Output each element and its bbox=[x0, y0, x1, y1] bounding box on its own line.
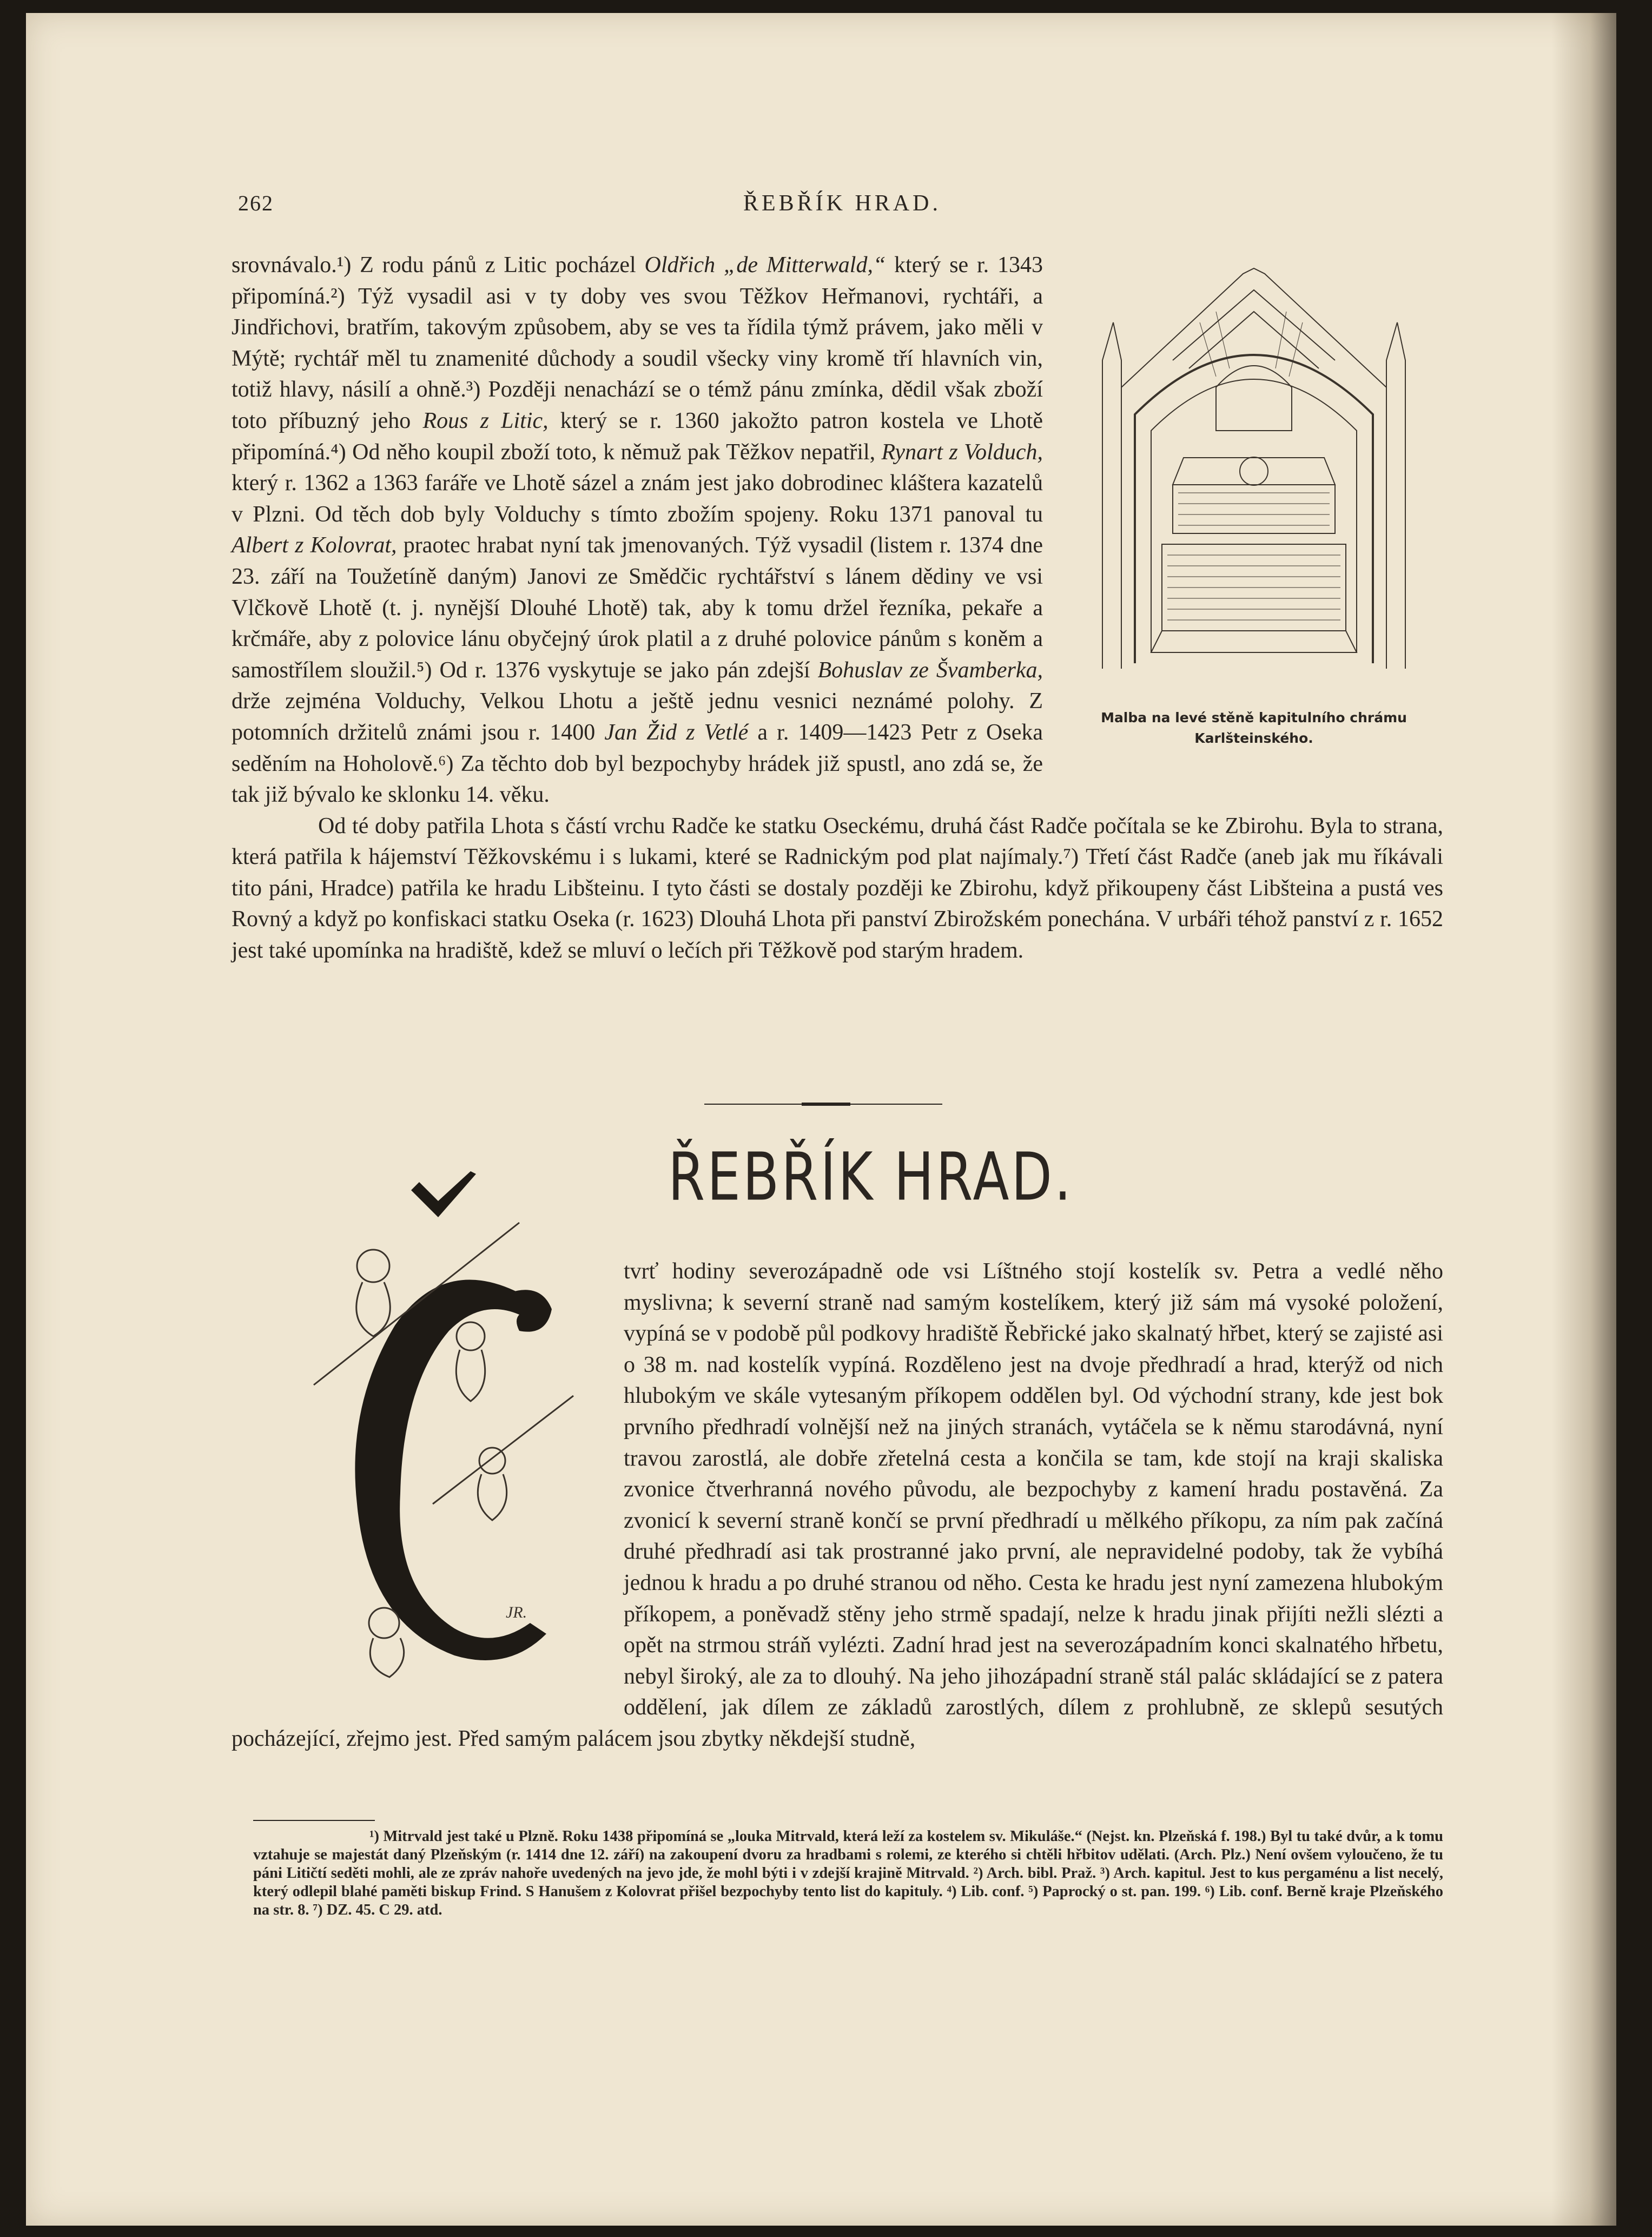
footnote-rule bbox=[253, 1820, 375, 1821]
paragraph-2: Od té doby patřila Lhota s částí vrchu Radče ke statku Oseckému, druhá část Radče počítala se ke Zbirohu. Byla to strana, která patřila k hájemství Těžkovskému i s lukami, které se Radnickým pod plat najímaly.⁷) Třetí část Radče (aneb jak mu říkávali tito páni, Hradce) patřila ke hradu Libšteinu. I tyto části se dostaly později ke Zbirohu, když přikoupeny část Libšteina a pustá ves Rovný a když po konfiskaci statku Oseka (r. 1623) Dlouhá Lhota při panství Zbirožském ponechána. V urbáři téhož panství z r. 1652 jest také upomínka na hradiště, kdež se mluví o lečích při Těžkově pod starým hradem. bbox=[232, 813, 1443, 964]
main-body bbox=[232, 1256, 1443, 1755]
top-section bbox=[232, 250, 1443, 967]
section-title: ŘEBŘÍK HRAD. bbox=[668, 1139, 1074, 1216]
body-paragraph: tvrť hodiny severozápadně ode vsi Líštného stojí kostelík sv. Petra a vedlé něho myslivna; k severní straně nad samým kostelíkem, který již sám má vysoké položení, vypíná se v podobě půl podkovy hradiště Řebřické jako skalnatý hřbet, který se zajisté asi o 38 m. nad kostelík vypíná. Rozděleno jest na dvoje předhradí a hrad, kterýž od nich hlubokým ve skále vytesaným příkopem oddělen byl. Od východní strany, kde jest bok prvního předhradí volnější než na jiných stranách, vytáčela se k němu starodávná, nyní travou zarostlá, ale dobře zřetelná cesta a končila se tam, kde stojí na kraji skaliska zvonice čtverhranná nového původu, ale bezpochyby z kamení hradu postavěná. Za zvonicí k severní straně končí se první předhradí u mělkého příkopu, za ním pak začíná druhé předhradí asi tak prostranné jako první, ale nepravidelné podoby, tak že vybíhá jednou k hradu a po druhé stranou od něho. Cesta ke hradu jest nyní zamezena hlubokým příkopem, a poněvadž stěny jeho strmě spadají, nelze k hradu jinak přijíti nežli slézti a opět na strmou stráň vylézti. Zadní hrad jest na severozápadním konci skalnatého hřbetu, nebyl široký, ale za to dlouhý. Na jeho jihozápadní straně stál palác skládající se z patera oddělení, jak dílem ze základů zarostlých, dílem z prohlubně, ze sklepů sesutých pocházející, zřejmo jest. Před samým palácem jsou zbytky někdejší studně, bbox=[232, 1259, 1443, 1751]
page-number: 262 bbox=[238, 191, 274, 215]
paragraph-1: srovnávalo.¹) Z rodu pánů z Litic pocházel Oldřich „de Mitterwald,“ který se r. 1343 připomíná.²) Týž vysadil asi v ty doby ves svou Těžkov Heřmanovi, rychtáři, a Jindřichovi, bratřím, takovým způsobem, aby se ves ta řídila týmž právem, jako měli v Mýtě; rychtář měl tu znamenité důchody a soudil všecky viny kromě tří hlavních vin, totiž hlavy, násilí a ohně.³) Později nenachází se o témž pánu zmínka, dědil však zboží toto příbuzný jeho Rous z Litic, který se r. 1360 jakožto patron kostela ve Lhotě připomíná.⁴) Od něho koupil zboží toto, k němuž pak Těžkov nepatřil, Rynart z Volduch, který r. 1362 a 1363 faráře ve Lhotě sázel a znám jest jako dobrodinec kláštera kazatelů v Plzni. Od těch dob byly Volduchy s tímto zbožím spojeny. Roku 1371 panoval tu Albert z Kolovrat, praotec hrabat nyní tak jmenovaných. Týž vysadil (listem r. 1374 dne 23. září na Toužetíně daným) Janovi ze Smědčic rychtářství s lánem dědiny ve vsi Vlčkově Lhotě (t. j. nynější Dlouhé Lhotě) tak, aby k tomu držel řezníka, pekaře a krčmáře, aby z polovice lánu obyčejný úrok platil a z druhé polovice pánům s koněm a samostřílem sloužil.⁵) Od r. 1376 vyskytuje se jako pán zdejší Bohuslav ze Švamberka, drže zejména Volduchy, Velkou Lhotu a ještě jednu vesnici neznámé polohy. Z potomních držitelů známi jsou r. 1400 Jan Žid z Vetlé a r. 1409—1423 Petr z Oseka seděním na Hoholově.⁶) Za těchto dob byl bezpochyby hrádek již spustl, ano zdá se, že tak již bývalo ke sklonku 14. věku. bbox=[232, 253, 1043, 808]
figure-caption: Malba na levé stěně kapitulního chrámu Karlšteinského. bbox=[1101, 710, 1407, 746]
page-fold-shadow bbox=[1551, 13, 1616, 2226]
chapel-wall-painting-illustration bbox=[1081, 252, 1427, 669]
section-divider bbox=[704, 1103, 942, 1106]
illustration-figure bbox=[1065, 252, 1443, 749]
footnotes: ¹) Mitrvald jest také u Plzně. Roku 1438 připomíná se „louka Mitrvald, která leží za kostelem sv. Mikuláše.“ (Nejst. kn. Plzeňská f. 198.) Byl tu také dvůr, a k tomu vztahuje se majestát daný Plzeňským (r. 1414 dne 12. září) na zakoupení dvoru za hradbami s rolemi, ze kterého si chtěli hřbitov udělati. (Arch. Plz.) Není ovšem vyloučeno, že tu páni Litičtí seděti mohli, ale ze zpráv nahoře uvedených na jevo jde, že mohl býti i v zdejší krajině Mitrvald. ²) Arch. bibl. Praž. ³) Arch. kapitul. Jest to kus pergaménu a list necelý, který odlepil blahé paměti biskup Frind. S Hanušem z Kolovrat přišel bezpochyby tento list do kapituly. ⁴) Lib. conf. ⁵) Paprocký o st. pan. 199. ⁶) Lib. conf. Berně kraje Plzeňského na str. 8. ⁷) DZ. 45. C 29. atd. bbox=[253, 1828, 1443, 1918]
page-header bbox=[238, 190, 1446, 223]
initial-signature: JR. bbox=[506, 1603, 527, 1621]
running-title: ŘEBŘÍK HRAD. bbox=[743, 191, 942, 216]
initial-hacek bbox=[411, 1171, 476, 1217]
